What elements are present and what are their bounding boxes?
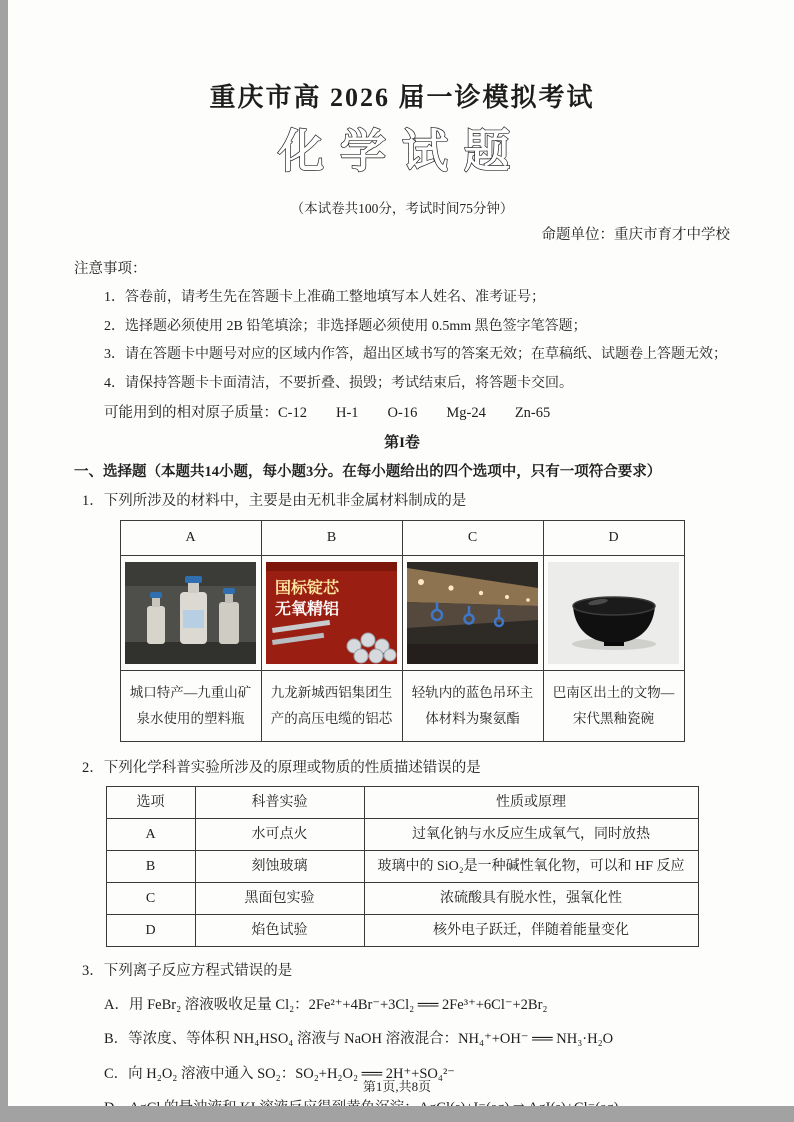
- q1-caption-row: [120, 670, 684, 741]
- notice-heading: 注意事项：: [74, 260, 147, 277]
- exam-subtitle-wrap: [74, 120, 730, 189]
- q1-option-letter-a: A: [120, 520, 261, 555]
- aluminum-core-poster-photo: [266, 562, 397, 664]
- q2-header-option: 选项: [106, 786, 195, 818]
- q2-row-d: [106, 914, 698, 946]
- q2-row-c-option: C: [106, 882, 195, 914]
- q1-photo-cell-d: [543, 555, 684, 670]
- q2-row-c-principle: 浓硫酸具有脱水性，强氧化性: [364, 882, 698, 914]
- q1-photo-cell-c: [402, 555, 543, 670]
- q2-row-c: [106, 882, 698, 914]
- poster-line-1: 国标锭芯: [275, 579, 340, 597]
- q3-option-a: A．用 FeBr₂ 溶液吸收足量 Cl₂：2Fe²⁺+4Br⁻+3Cl₂ ══ 2Fe³⁺+6Cl⁻+2Br₂: [104, 997, 548, 1014]
- atomic-masses-line: 可能用到的相对原子质量：C-12 H-1 O-16 Mg-24 Zn-65: [104, 404, 551, 421]
- q2-row-b-option: B: [106, 850, 195, 882]
- exam-issuer: 命题单位：重庆市育才中学校: [541, 226, 730, 243]
- q2-row-d-principle: 核外电子跃迁，伴随着能量变化: [364, 914, 698, 946]
- exam-title: 重庆市高 2026 届一诊模拟考试: [209, 83, 595, 112]
- q2-row-a: [106, 818, 698, 850]
- question-2-stem: 2．下列化学科普实验所涉及的原理或物质的性质描述错误的是: [82, 759, 481, 776]
- q2-row-b: [106, 850, 698, 882]
- exam-meta: （本试卷共100分，考试时间75分钟）: [290, 200, 514, 216]
- q1-caption-a: 城口特产—九重山矿泉水使用的塑料瓶: [120, 670, 261, 741]
- q3-option-b: B．等浓度、等体积 NH₄HSO₄ 溶液与 NaOH 溶液混合：NH₄⁺+OH⁻ ══ NH₃·H₂O: [104, 1031, 614, 1048]
- q1-caption-c: 轻轨内的蓝色吊环主体材料为聚氨酯: [402, 670, 543, 741]
- question-3-stem: 3．下列离子反应方程式错误的是: [82, 962, 293, 979]
- black-glaze-bowl-photo: [548, 562, 679, 664]
- notice-item-2: 2．选择题必须使用 2B 铅笔填涂；非选择题必须使用 0.5mm 黑色签字笔答题；: [104, 318, 587, 334]
- q2-header-principle: 性质或原理: [364, 786, 698, 818]
- q2-row-d-option: D: [106, 914, 195, 946]
- q1-photo-row: [120, 555, 684, 670]
- q2-row-c-experiment: 黑面包实验: [195, 882, 364, 914]
- volume-heading: 第I卷: [384, 434, 420, 451]
- q2-row-a-principle: 过氧化钠与水反应生成氧气，同时放热: [364, 818, 698, 850]
- notice-item-3: 3．请在答题卡中题号对应的区域内作答，超出区域书写的答案无效；在草稿纸、试题卷上答题无效；: [104, 347, 727, 363]
- notice-item-4: 4．请保持答题卡卡面清洁，不要折叠、损毁；考试结束后，将答题卡交回。: [104, 376, 573, 392]
- page-footer: 第1页,共8页: [362, 1078, 432, 1094]
- q2-principles-table: [106, 786, 699, 947]
- plastic-bottles-photo: [125, 562, 256, 664]
- q1-photo-cell-b: [261, 555, 402, 670]
- q1-caption-d: 巴南区出土的文物—宋代黑釉瓷碗: [543, 670, 684, 741]
- q2-row-a-experiment: 水可点火: [195, 818, 364, 850]
- q1-options-table: [120, 520, 685, 742]
- q2-header-row: [106, 786, 698, 818]
- scan-edge-bottom: [0, 1106, 794, 1122]
- q1-option-letter-d: D: [543, 520, 684, 555]
- question-1-stem: 1．下列所涉及的材料中，主要是由无机非金属材料制成的是: [82, 493, 467, 510]
- exam-subtitle: 化学试题: [278, 126, 526, 178]
- part-title: 一、选择题（本题共14小题，每小题3分。在每小题给出的四个选项中，只有一项符合要求）: [74, 463, 662, 480]
- q2-row-a-option: A: [106, 818, 195, 850]
- exam-subtitle-art: [187, 120, 617, 182]
- scan-edge-left: [0, 0, 8, 1122]
- poster-line-2: 无氧精铝: [275, 600, 340, 618]
- notice-item-1: 1．答卷前，请考生先在答题卡上准确工整地填写本人姓名、准考证号；: [104, 290, 545, 306]
- q2-row-b-principle: 玻璃中的 SiO₂是一种碱性氧化物，可以和 HF 反应: [364, 850, 698, 882]
- q1-photo-cell-a: [120, 555, 261, 670]
- q2-header-experiment: 科普实验: [195, 786, 364, 818]
- q1-header-row: [120, 520, 684, 555]
- q1-option-letter-b: B: [261, 520, 402, 555]
- q2-row-d-experiment: 焰色试验: [195, 914, 364, 946]
- q1-option-letter-c: C: [402, 520, 543, 555]
- light-rail-interior-photo: [407, 562, 538, 664]
- q1-caption-b: 九龙新城西铝集团生产的高压电缆的铝芯: [261, 670, 402, 741]
- q3-option-c: C．向 H₂O₂ 溶液中通入 SO₂：SO₂+H₂O₂ ══ 2H⁺+SO₄²⁻: [104, 1065, 455, 1082]
- q2-row-b-experiment: 刻蚀玻璃: [195, 850, 364, 882]
